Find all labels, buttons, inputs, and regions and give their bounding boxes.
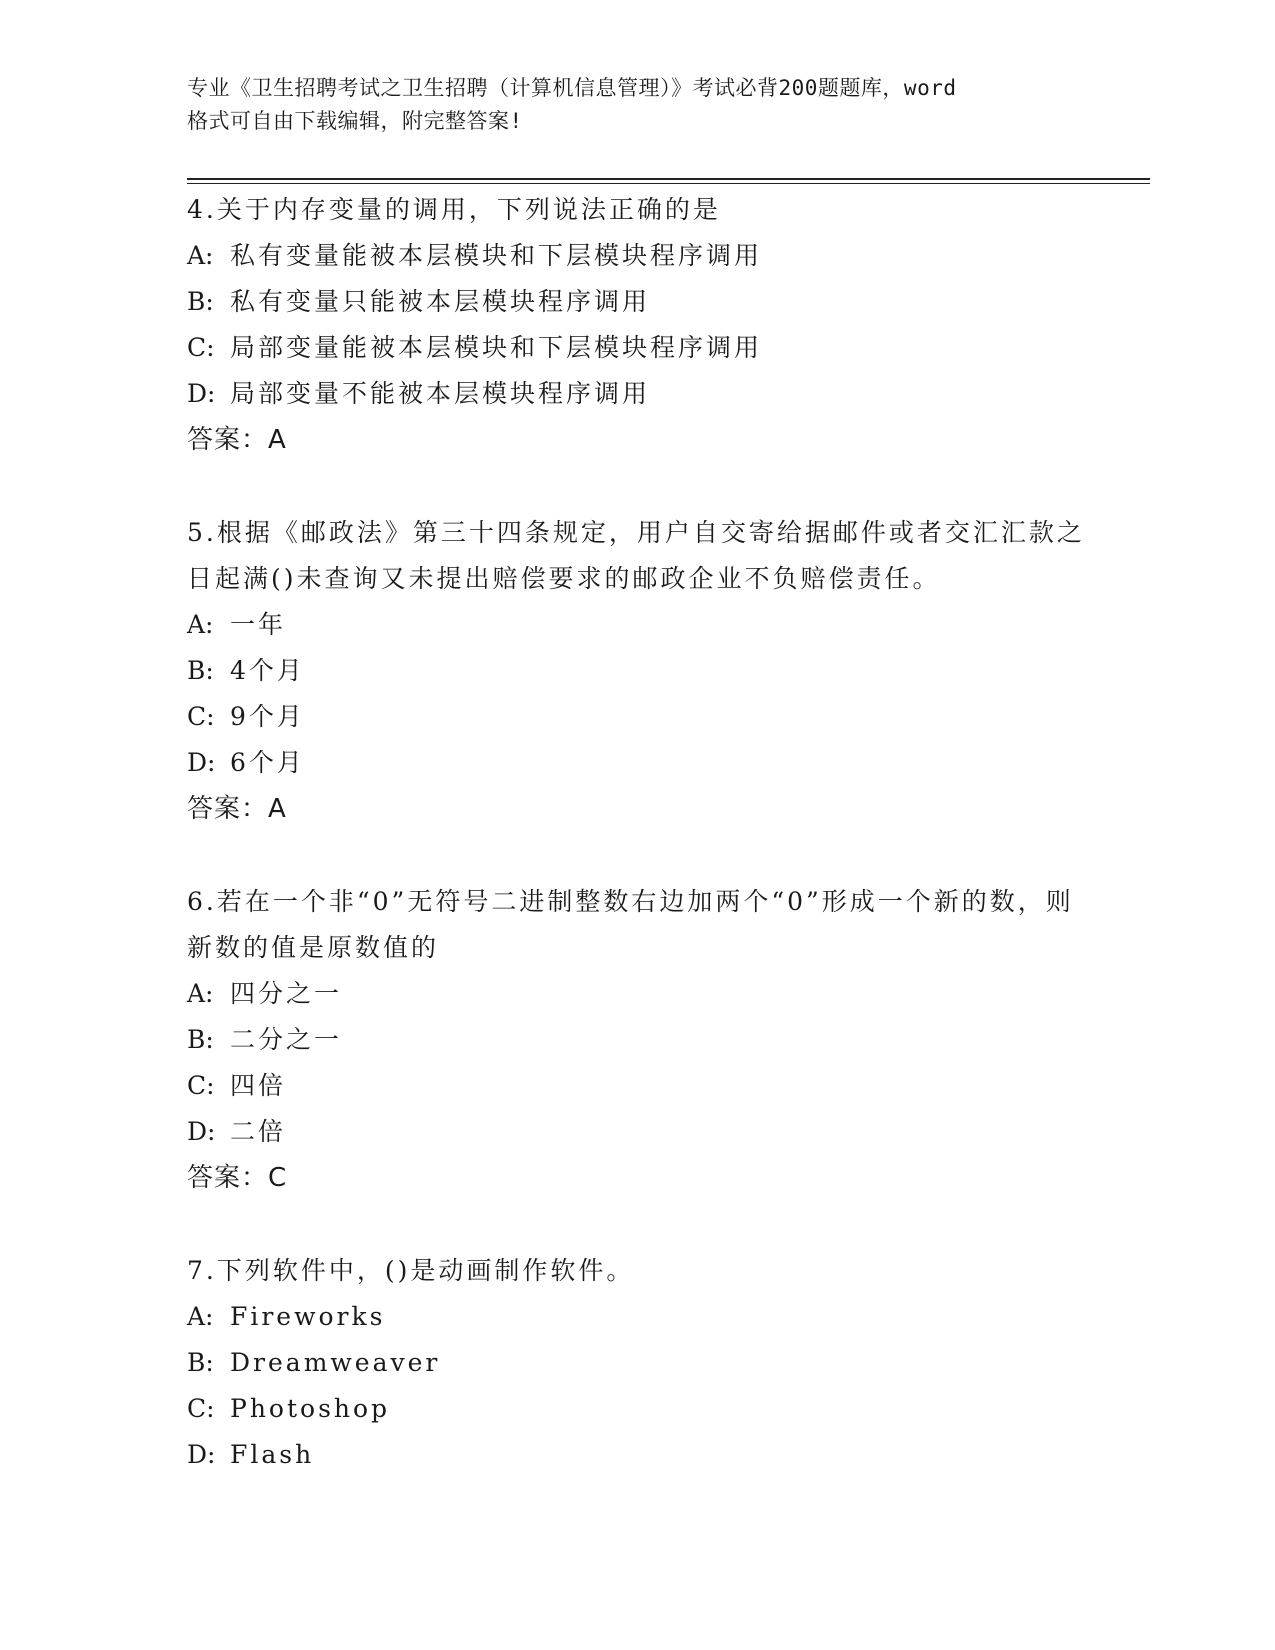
option-letter: A: [187, 979, 214, 1008]
option-a [187, 971, 1087, 1017]
option-letter: C: [187, 333, 215, 362]
option-letter: C: [187, 1071, 215, 1100]
header-divider-thick [187, 178, 1150, 180]
option-letter: D: [187, 748, 216, 777]
option-a [187, 233, 1087, 279]
option-a [187, 1294, 1087, 1340]
option-text: 局部变量能被本层模块和下层模块程序调用 [230, 333, 763, 362]
question-7 [187, 1248, 1087, 1478]
option-b [187, 1340, 1087, 1386]
option-text: Flash [230, 1440, 315, 1469]
option-d [187, 371, 1087, 417]
option-letter: D: [187, 1440, 216, 1469]
option-d [187, 1109, 1087, 1155]
option-text: 二分之一 [230, 1025, 343, 1054]
option-text: 局部变量不能被本层模块程序调用 [230, 379, 651, 408]
option-b [187, 648, 1087, 694]
answer-line: 答案：C [187, 1163, 288, 1193]
option-text: 一年 [230, 610, 287, 639]
question-list [187, 187, 1087, 1525]
option-letter: B: [187, 287, 214, 316]
option-text: 二倍 [230, 1117, 287, 1146]
option-d [187, 1432, 1087, 1478]
option-text: 四倍 [230, 1071, 287, 1100]
option-text: 4个月 [230, 656, 305, 685]
option-text: 私有变量能被本层模块和下层模块程序调用 [230, 241, 763, 270]
option-text: 6个月 [230, 748, 305, 777]
option-letter: A: [187, 610, 214, 639]
option-text: Dreamweaver [230, 1348, 441, 1377]
document-header [187, 72, 1087, 138]
option-letter: B: [187, 656, 214, 685]
header-divider-thin [187, 183, 1150, 184]
option-letter: A: [187, 1302, 214, 1331]
option-letter: D: [187, 379, 216, 408]
option-d [187, 740, 1087, 786]
option-b [187, 279, 1087, 325]
question-text: 4.关于内存变量的调用，下列说法正确的是 [187, 195, 721, 224]
option-letter: C: [187, 1394, 215, 1423]
option-text: 私有变量只能被本层模块程序调用 [230, 287, 651, 316]
option-letter: C: [187, 702, 215, 731]
answer-line: 答案：A [187, 794, 287, 824]
question-text: 5.根据《邮政法》第三十四条规定，用户自交寄给据邮件或者交汇汇款之日起满()未查询又未提出赔偿要求的邮政企业不负赔偿责任。 [187, 518, 1085, 593]
option-letter: B: [187, 1025, 214, 1054]
option-b [187, 1017, 1087, 1063]
answer-line: 答案：A [187, 425, 287, 455]
option-c [187, 1063, 1087, 1109]
option-a [187, 602, 1087, 648]
question-5 [187, 510, 1087, 832]
option-text: 四分之一 [230, 979, 343, 1008]
header-line-1: 专业《卫生招聘考试之卫生招聘（计算机信息管理）》考试必背200题题库，word [187, 76, 957, 100]
option-c [187, 1386, 1087, 1432]
header-line-2: 格式可自由下载编辑，附完整答案! [187, 109, 523, 133]
option-text: Fireworks [230, 1302, 386, 1331]
question-text: 7.下列软件中，()是动画制作软件。 [187, 1256, 635, 1285]
question-6 [187, 879, 1087, 1201]
option-letter: B: [187, 1348, 214, 1377]
option-letter: A: [187, 241, 214, 270]
option-c [187, 694, 1087, 740]
question-text: 6.若在一个非“0”无符号二进制整数右边加两个“0”形成一个新的数，则新数的值是原数值的 [187, 887, 1074, 962]
option-text: Photoshop [230, 1394, 391, 1423]
option-letter: D: [187, 1117, 216, 1146]
option-c [187, 325, 1087, 371]
option-text: 9个月 [230, 702, 305, 731]
question-4 [187, 187, 1087, 463]
